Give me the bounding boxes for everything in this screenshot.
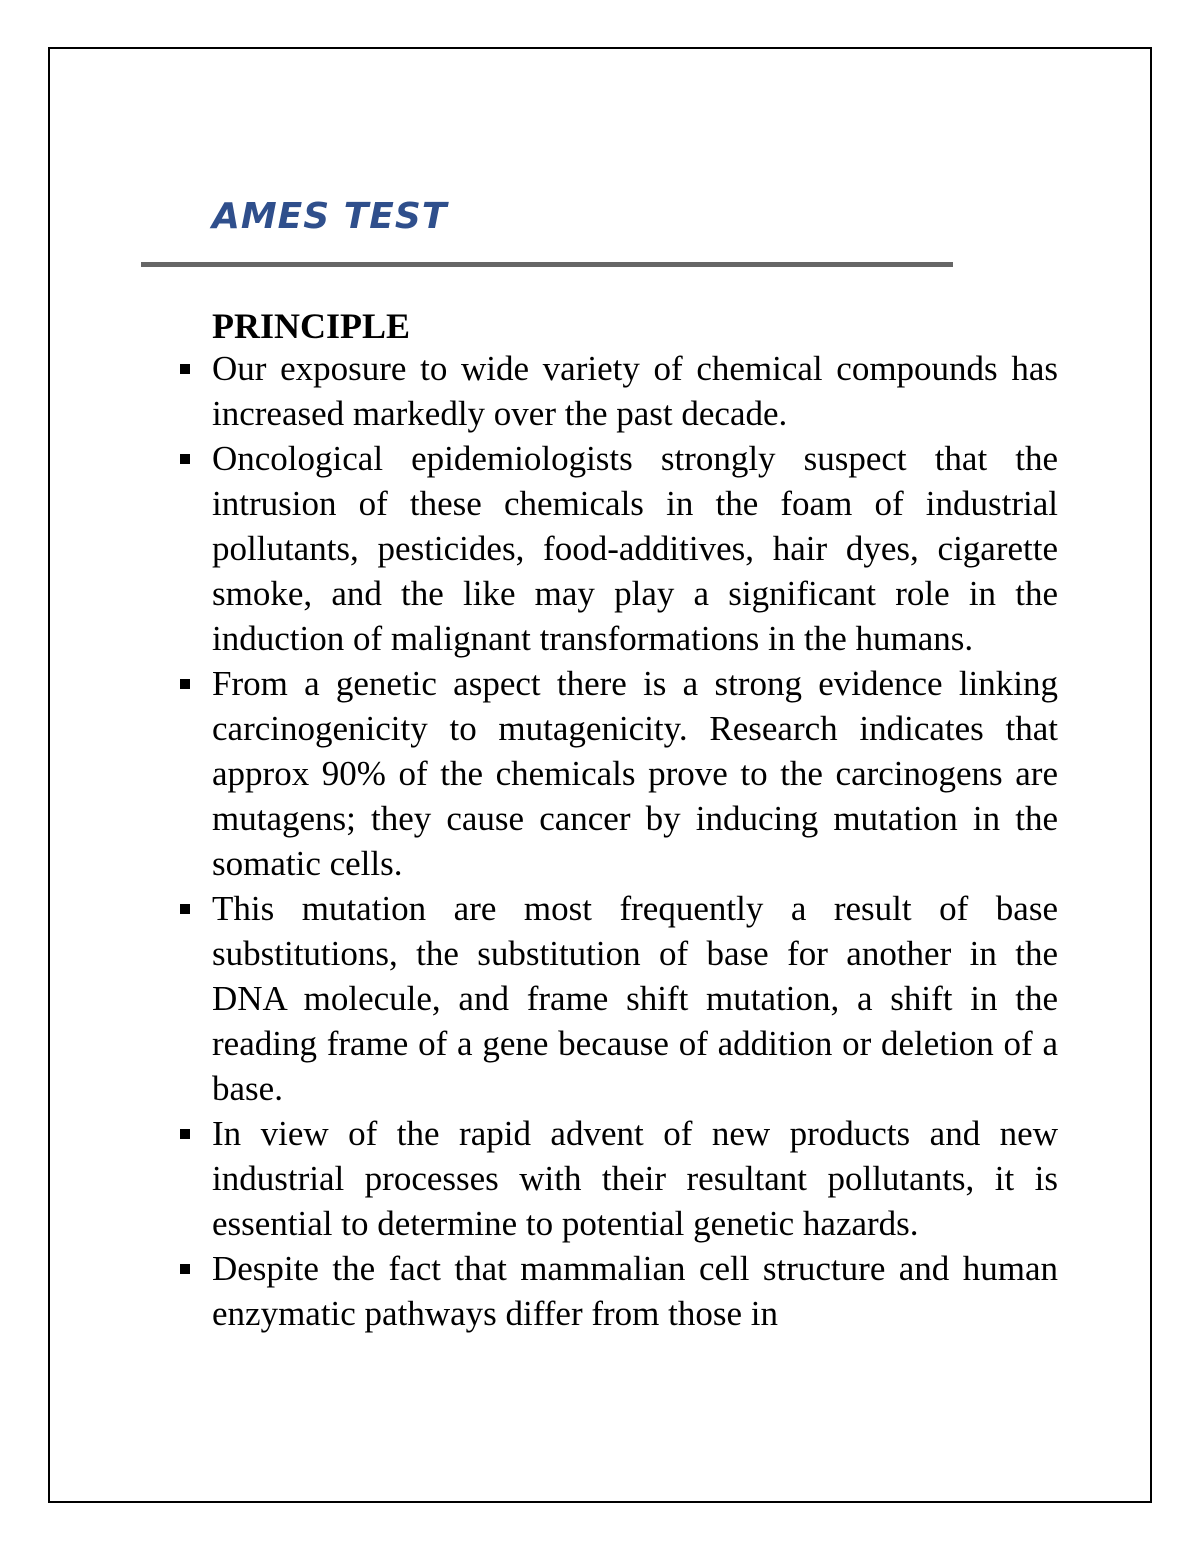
square-bullet-icon (180, 454, 190, 464)
square-bullet-icon (180, 679, 190, 689)
document-title: AMES TEST (212, 196, 448, 237)
bullet-text: Our exposure to wide variety of chemical compounds has increased markedly over the past decade. (212, 349, 1058, 433)
bullet-item (176, 886, 1058, 1111)
bullet-text: Oncological epidemiologists strongly suspect that the intrusion of these chemicals in the foam of industrial pollutants, pesticides, food-additives, hair dyes, cigarette smoke, and the like may play a significant role in the induction of malignant transformations in the humans. (212, 439, 1058, 658)
bullet-item (176, 436, 1058, 661)
bullet-text: Despite the fact that mammalian cell structure and human enzymatic pathways differ from those in (212, 1249, 1058, 1333)
bullet-item (176, 661, 1058, 886)
bullet-item (176, 1111, 1058, 1246)
bullet-item (176, 346, 1058, 436)
bullet-item (176, 1246, 1058, 1336)
square-bullet-icon (180, 904, 190, 914)
title-divider (141, 262, 953, 267)
section-heading: PRINCIPLE (212, 306, 411, 346)
bullet-text: This mutation are most frequently a result of base substitutions, the substitution of base for another in the DNA molecule, and frame shift mutation, a shift in the reading frame of a gene because of addition or deletion of a base. (212, 889, 1058, 1108)
bullet-text: In view of the rapid advent of new products and new industrial processes with their resultant pollutants, it is essential to determine to potential genetic hazards. (212, 1114, 1058, 1243)
bullet-text: From a genetic aspect there is a strong evidence linking carcinogenicity to mutagenicity. Research indicates that approx 90% of the chemicals prove to the carcinogens are mutagens; they cause cancer by inducing mutation in the somatic cells. (212, 664, 1058, 883)
square-bullet-icon (180, 1264, 190, 1274)
square-bullet-icon (180, 1129, 190, 1139)
square-bullet-icon (180, 364, 190, 374)
bullet-list (176, 346, 1058, 1336)
